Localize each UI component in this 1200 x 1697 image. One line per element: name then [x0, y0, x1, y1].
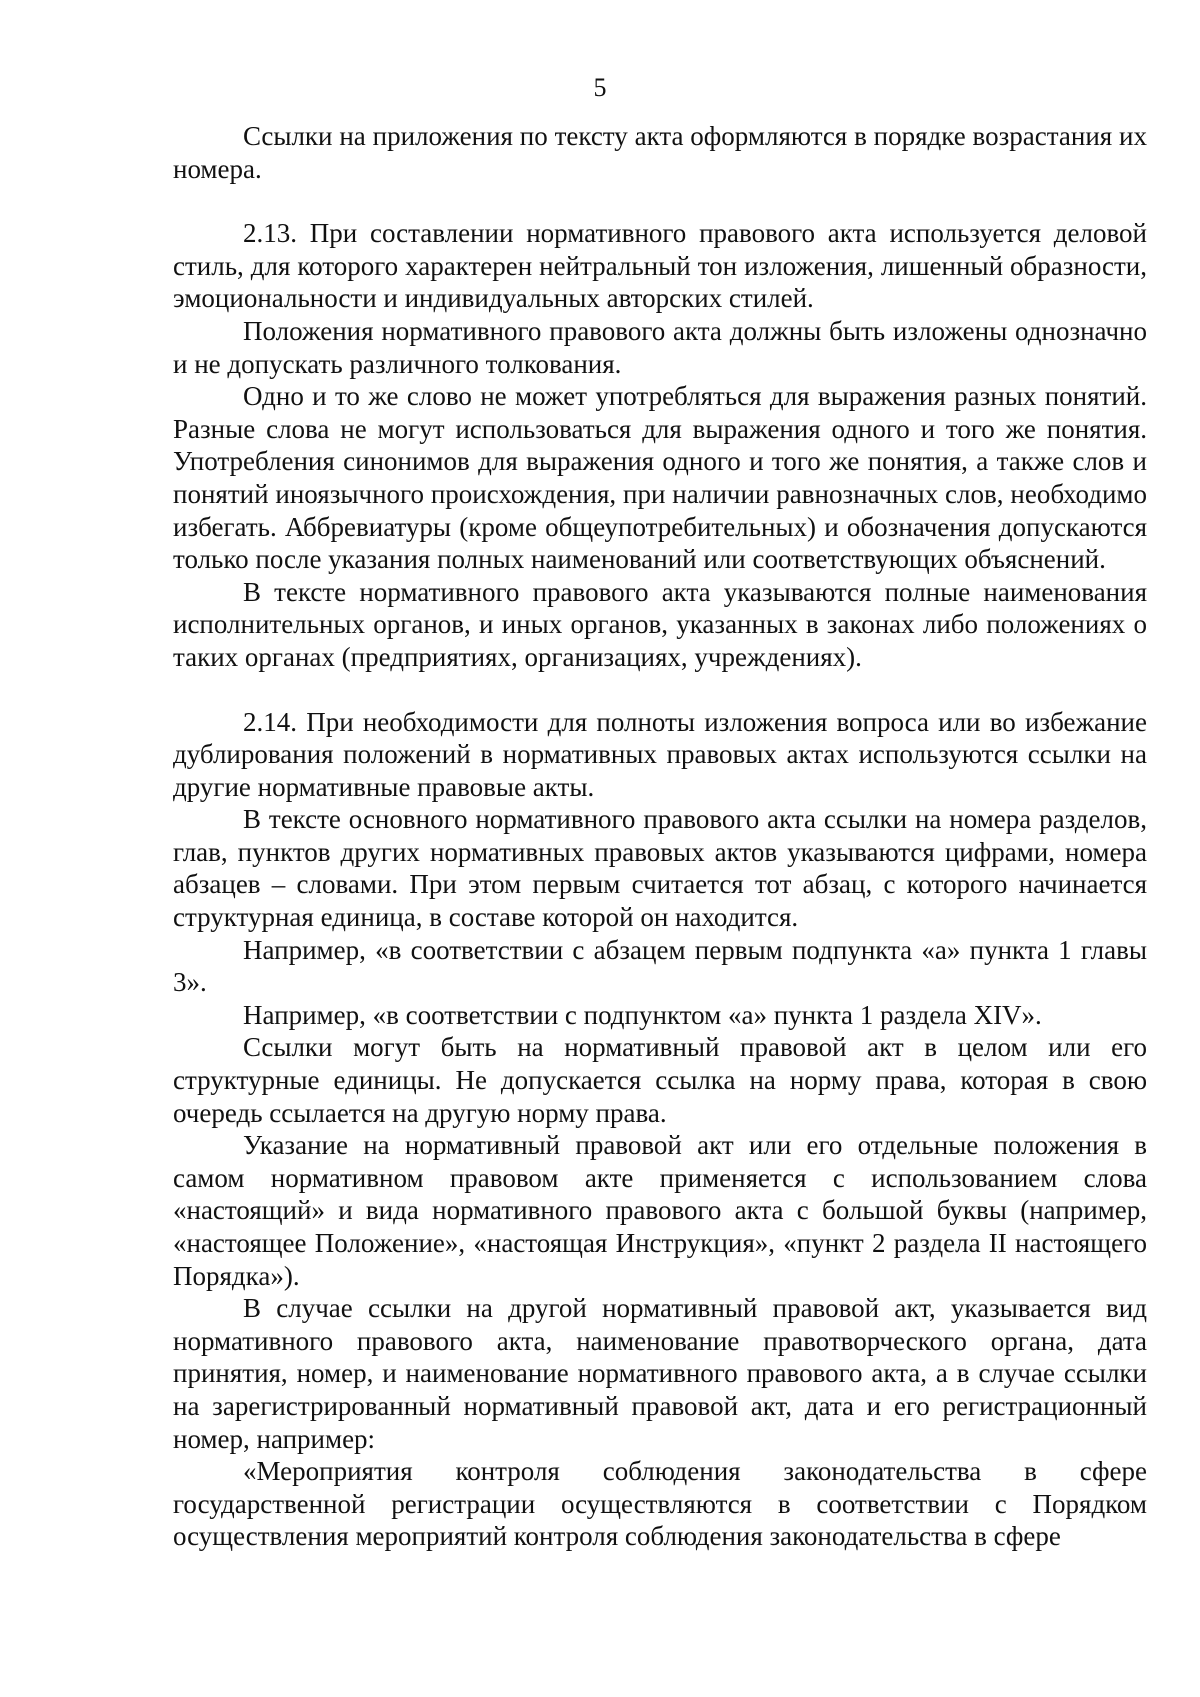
paragraph-quoted-example: «Мероприятия контроля соблюдения законодательства в сфере государственной регистрации осуществляются в соответствии с Порядком осуществления мероприятий контроля соблюдения законодательства в сфере — [173, 1456, 1147, 1552]
paragraph-example-1: Например, «в соответствии с абзацем первым подпункта «а» пункта 1 главы 3». — [173, 934, 1147, 998]
paragraph-gap — [173, 185, 1147, 217]
paragraph-2-14: 2.14. При необходимости для полноты изложения вопроса или во избежание дублирования положений в нормативных правовых актах используются ссылки на другие нормативные правовые акты. — [173, 706, 1147, 802]
paragraph-external-reference: В случае ссылки на другой нормативный правовой акт, указывается вид нормативного правового акта, наименование правотворческого органа, дата принятия, номер, и наименование нормативного правового акта, а в случае ссылки на зарегистрированный нормативный правовой акт, дата и его регистрационный номер, например: — [173, 1293, 1147, 1454]
paragraph-provisions-unambiguous: Положения нормативного правового акта должны быть изложены однозначно и не допускать различного толкования. — [173, 315, 1147, 379]
page-number: 5 — [593, 73, 607, 102]
paragraph-appendix-references: Ссылки на приложения по тексту акта оформляются в порядке возрастания их номера. — [173, 121, 1147, 184]
paragraph-self-reference: Указание на нормативный правовой акт или его отдельные положения в самом нормативном правовом акте применяется с использованием слова «настоящий» и вида нормативного правового акта с большой буквы (например, «настоящее Положение», «настоящая Инструкция», «пункт 2 раздела II настоящего Порядка»). — [173, 1130, 1147, 1291]
paragraph-example-2: Например, «в соответствии с подпунктом «а» пункта 1 раздела XIV». — [243, 999, 1042, 1030]
paragraph-full-names: В тексте нормативного правового акта указываются полные наименования исполнительных органов, и иных органов, указанных в законах либо положениях о таких органах (предприятиях, организациях, учреждениях). — [173, 576, 1147, 672]
paragraph-gap — [173, 674, 1147, 706]
document-body — [173, 120, 1147, 1553]
paragraph-2-13: 2.13. При составлении нормативного правового акта используется деловой стиль, для которого характерен нейтральный тон изложения, лишенный образности, эмоциональности и индивидуальных авторских стилей. — [173, 218, 1147, 314]
paragraph-section-references: В тексте основного нормативного правового акта ссылки на номера разделов, глав, пунктов других нормативных правовых актов указываются цифрами, номера абзацев – словами. При этом первым считается тот абзац, с которого начинается структурная единица, в составе которой он находится. — [173, 804, 1147, 933]
paragraph-terminology: Одно и то же слово не может употребляться для выражения разных понятий. Разные слова не могут использоваться для выражения одного и того же понятия. Употребления синонимов для выражения одного и того же понятия, а также слов и понятий иноязычного происхождения, при наличии равнозначных слов, необходимо избегать. Аббревиатуры (кроме общеупотребительных) и обозначения допускаются только после указания полных наименований или соответствующих объяснений. — [173, 381, 1147, 575]
paragraph-reference-scope: Ссылки могут быть на нормативный правовой акт в целом или его структурные единицы. Не допускается ссылка на норму права, которая в свою очередь ссылается на другую норму права. — [173, 1032, 1147, 1128]
